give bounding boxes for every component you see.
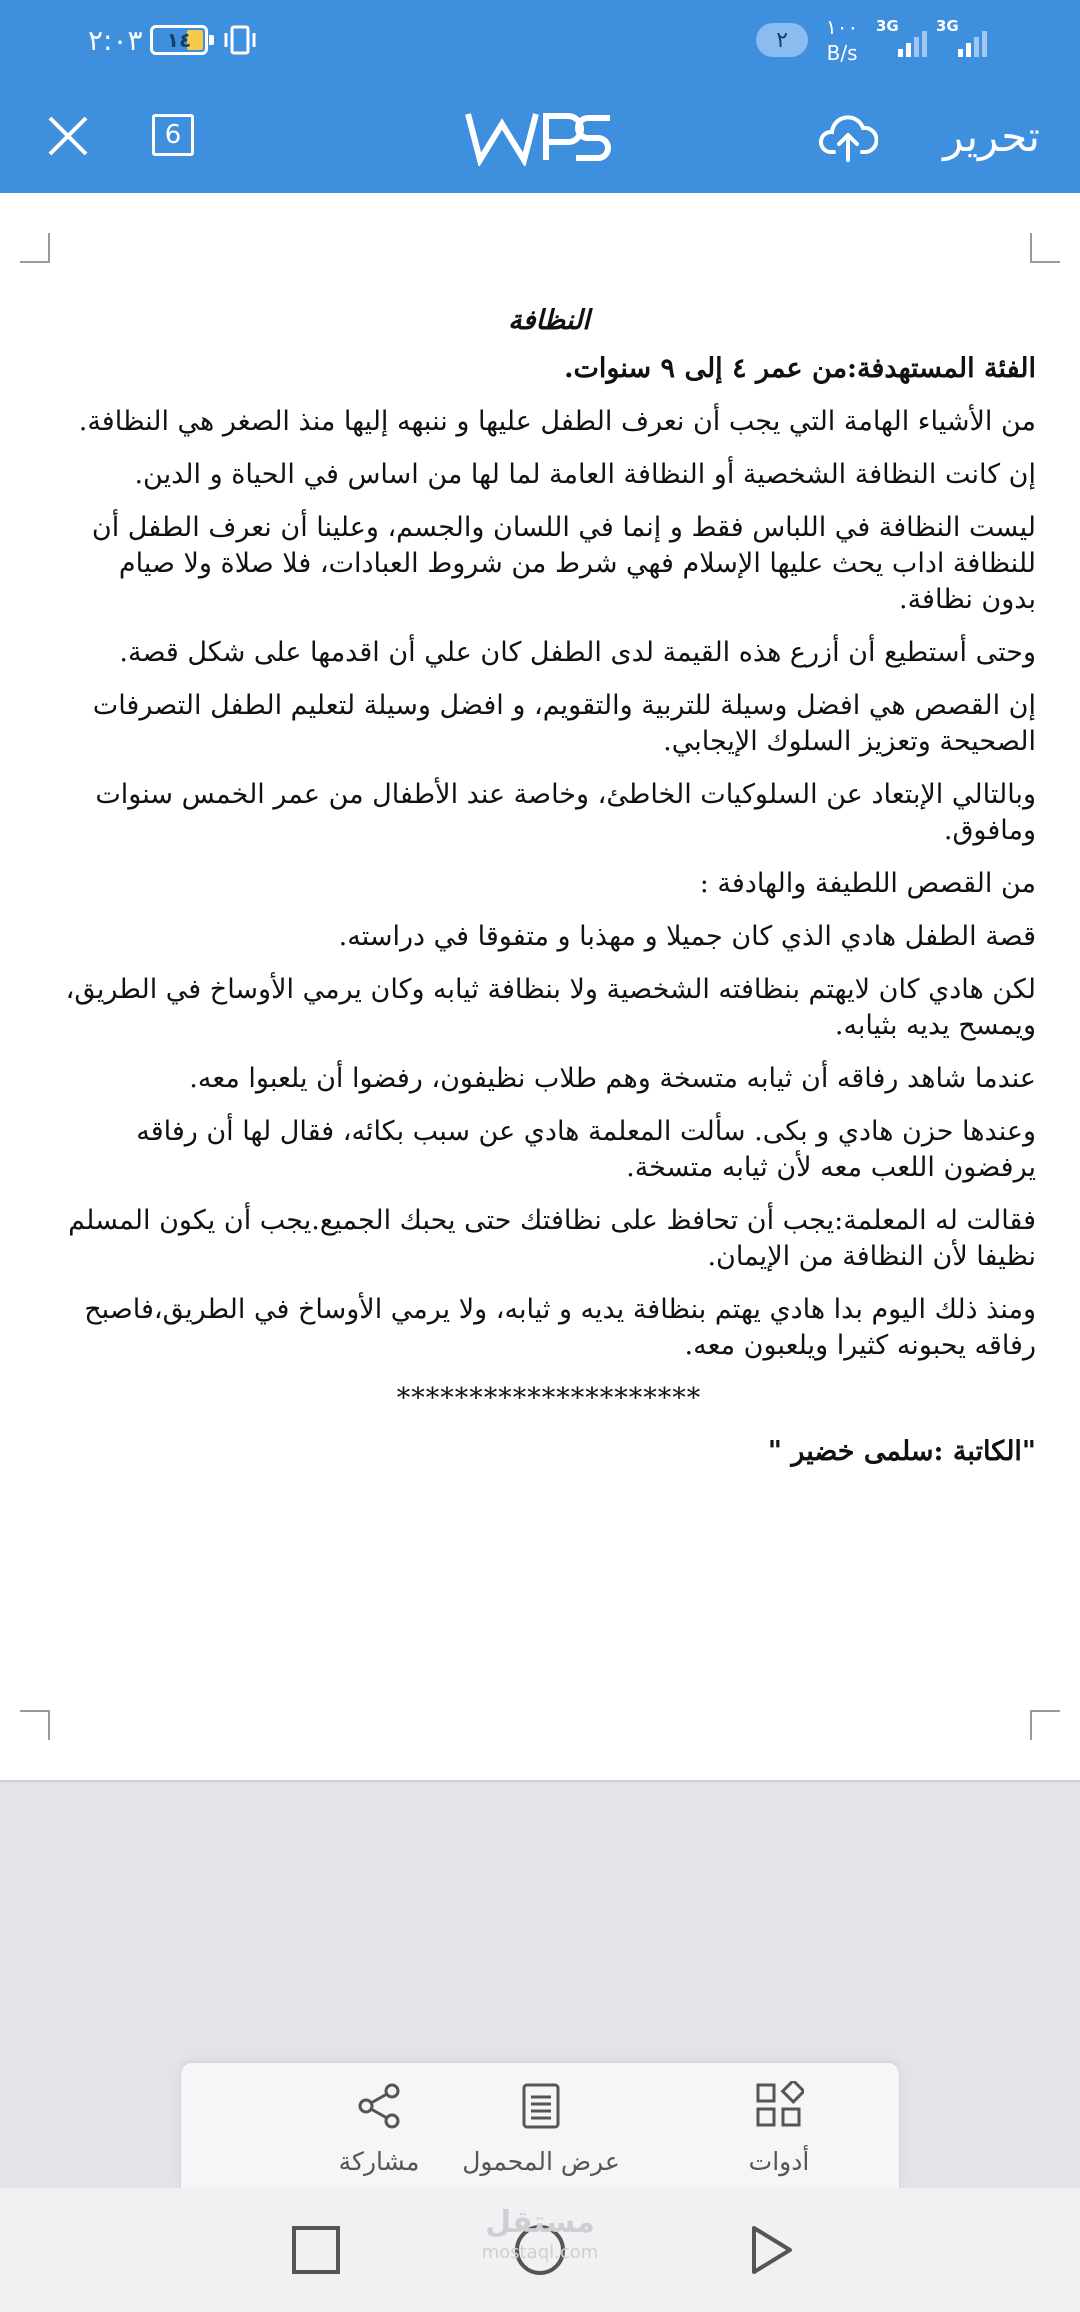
- mobile-view-label: عرض المحمول: [462, 2147, 620, 2176]
- cloud-upload-icon: [818, 108, 878, 168]
- document-paragraph: من الأشياء الهامة التي يجب أن نعرف الطفل عليها و ننبهه إليها منذ الصغر هي النظافة.: [78, 406, 1036, 437]
- document-paragraph: لكن هادي كان لايهتم بنظافته الشخصية ولا بنظافة ثيابه وكان يرمي الأوساخ في الطريق، ويمسح يديه بثيابه.: [65, 974, 1036, 1041]
- document-paragraph: ليست النظافة في اللباس فقط و إنما في اللسان والجسم، وعلينا أن نعرف الطفل أن للنظافة اداب يحث عليها الإسلام فهي شرط من شروط العبادات، فلا صلاة ولا صيام بدون نظافة.: [91, 512, 1036, 615]
- wps-logo: [464, 108, 614, 166]
- tabs-count-button[interactable]: [152, 114, 194, 156]
- document-page[interactable]: [0, 193, 1080, 1782]
- battery-icon: [150, 25, 208, 55]
- mobile-view-icon: [516, 2081, 566, 2131]
- author-line: "الكاتبة :سلمى خضير ": [767, 1436, 1036, 1467]
- document-body: [62, 303, 1036, 1487]
- page-corner-mark: [20, 233, 50, 263]
- vibrate-icon: [222, 0, 258, 80]
- document-paragraph: عندما شاهد رفاقه أن ثيابه متسخة وهم طلاب نظيفون، رفضوا أن يلعبوا معه.: [189, 1063, 1036, 1094]
- net-speed-unit: B/s: [826, 41, 858, 65]
- net-speed-value: ١٠٠: [826, 15, 859, 39]
- document-paragraph: فقالت له المعلمة:يجب أن تحافظ على نظافتك حتى يحبك الجميع.يجب أن يكون المسلم نظيفا لأن النظافة من الإيمان.: [68, 1205, 1036, 1272]
- signal-icon: 3G: [936, 0, 987, 80]
- app-toolbar: [0, 80, 1080, 193]
- document-paragraph: وحتى أستطيع أن أزرع هذه القيمة لدى الطفل كان علي أن اقدمها على شكل قصة.: [119, 637, 1036, 668]
- upload-button[interactable]: [818, 108, 878, 168]
- page-corner-mark: [20, 1710, 50, 1740]
- battery-level: ١٤: [166, 28, 192, 52]
- document-paragraph: وبالتالي الإبتعاد عن السلوكيات الخاطئ، وخاصة عند الأطفال من عمر الخمس سنوات ومافوق.: [95, 779, 1036, 846]
- tools-label: أدوات: [748, 2147, 810, 2176]
- status-bar: [0, 0, 1080, 80]
- mobile-view-button[interactable]: [441, 2081, 641, 2176]
- back-button[interactable]: [740, 2220, 800, 2280]
- document-paragraph: وعندها حزن هادي و بكى. سألت المعلمة هادي عن سبب بكائه، فقال لها أن رفاقه يرفضون اللعب معه لأن ثيابه متسخة.: [136, 1116, 1036, 1183]
- document-title: النظافة: [508, 305, 590, 336]
- share-icon: [354, 2081, 404, 2131]
- close-icon: [46, 114, 90, 158]
- bottom-menu: [180, 2062, 900, 2190]
- clock: ٢:٠٣: [88, 23, 143, 57]
- document-paragraph: من القصص اللطيفة والهادفة :: [699, 868, 1036, 899]
- tools-button[interactable]: [679, 2081, 879, 2176]
- page-corner-mark: [1030, 233, 1060, 263]
- document-paragraph: إن كانت النظافة الشخصية أو النظافة العامة لما لها من اساس في الحياة و الدين.: [134, 459, 1036, 490]
- page-corner-mark: [1030, 1710, 1060, 1740]
- tabs-count: 6: [164, 120, 182, 150]
- notification-badge: ٢: [756, 0, 808, 80]
- watermark: مستقل mostaql.com: [481, 2205, 599, 2263]
- battery-indicator: [150, 0, 208, 80]
- recent-apps-button[interactable]: [286, 2220, 346, 2280]
- document-paragraph: إن القصص هي افضل وسيلة للتربية والتقويم، و افضل وسيلة لتعليم الطفل التصرفات الصحيحة وتعزيز السلوك الإيجابي.: [92, 690, 1036, 757]
- net-speed: [826, 0, 858, 80]
- signal-icon: 3G: [876, 0, 927, 80]
- document-paragraph: قصة الطفل هادي الذي كان جميلا و مهذبا و متفوقا في دراسته.: [338, 921, 1036, 952]
- tools-icon: [754, 2081, 804, 2131]
- document-paragraph: ومنذ ذلك اليوم بدا هادي يهتم بنظافة يديه و ثيابه، ولا يرمي الأوساخ في الطريق،فاصبح رفاقه يحبونه كثيرا ويلعبون معه.: [84, 1294, 1036, 1361]
- close-button[interactable]: [38, 106, 98, 166]
- document-paragraph: الفئة المستهدفة:من عمر ٤ إلى ٩ سنوات.: [564, 353, 1036, 384]
- separator: *********************: [396, 1383, 702, 1414]
- share-label: مشاركة: [338, 2147, 420, 2176]
- edit-button[interactable]: تحرير: [943, 112, 1040, 161]
